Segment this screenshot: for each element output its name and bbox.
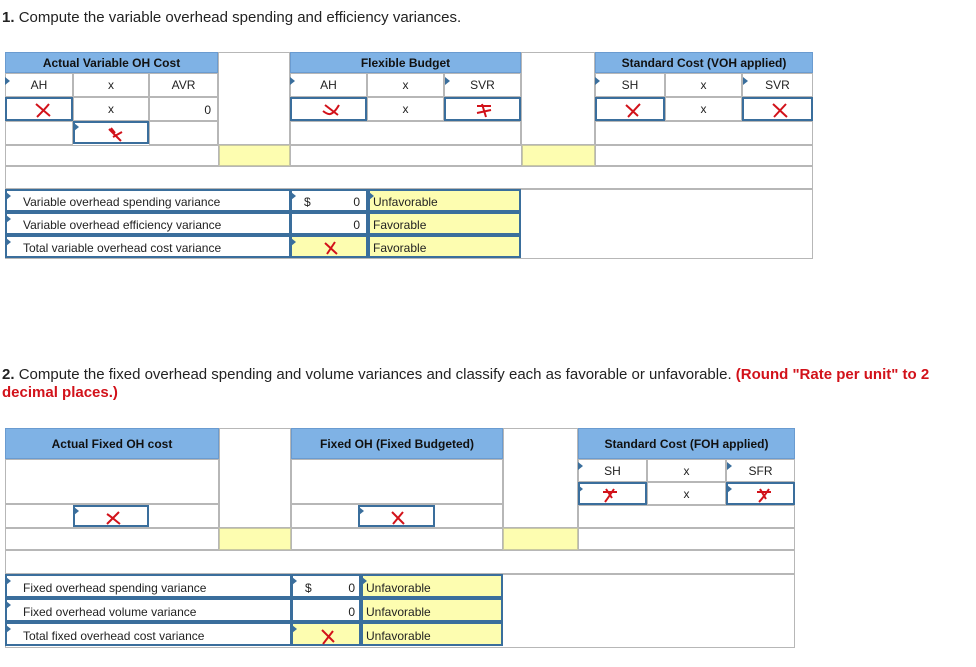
- q2-col3-blank: [578, 505, 795, 528]
- q2-spacer-row: [5, 550, 795, 574]
- q2-std-sfr-label: SFR: [726, 459, 795, 482]
- q2-row2-amount-input[interactable]: [291, 598, 361, 622]
- input-flag-icon: [578, 485, 583, 493]
- q1-spacer-mid: [290, 145, 522, 166]
- q2-row3-status: Unfavorable: [366, 629, 431, 643]
- q1-x-label: x: [73, 73, 149, 97]
- q2-row1-status-select[interactable]: [361, 574, 503, 598]
- q2-row2-label: Fixed overhead volume variance: [23, 605, 197, 619]
- q1-spacer-row: [5, 166, 813, 189]
- q1-row2-label: Variable overhead efficiency variance: [23, 218, 222, 232]
- q1-col3-blank: [595, 121, 813, 145]
- q2-row3-status-select[interactable]: [361, 622, 503, 646]
- input-flag-icon: [359, 507, 364, 515]
- incorrect-mark-icon: [388, 509, 408, 526]
- q1-spacer-left: [5, 145, 219, 166]
- q2-spacer-mid: [291, 528, 503, 550]
- q2-row1-amount: 0: [348, 581, 355, 595]
- q1-flex-x-label: x: [367, 73, 444, 97]
- q2-row1-amount-input[interactable]: [291, 574, 361, 598]
- input-flag-icon: [291, 192, 296, 200]
- input-flag-icon: [74, 507, 79, 515]
- q2-col1-blank: [5, 459, 219, 504]
- q1-row1-label: Variable overhead spending variance: [23, 195, 221, 209]
- input-flag-icon: [6, 192, 11, 200]
- q2-row1-currency: $: [305, 581, 312, 595]
- q2-std-x-label: x: [647, 459, 726, 482]
- incorrect-mark-icon: [319, 627, 337, 645]
- q1-col1-header: Actual Variable OH Cost: [5, 52, 218, 73]
- q2-std-sfr-input[interactable]: [726, 482, 795, 505]
- input-flag-icon: [290, 77, 295, 85]
- q1-std-svr-label: SVR: [742, 73, 813, 97]
- q1-std-x-label: x: [665, 73, 742, 97]
- incorrect-mark-icon: [754, 486, 774, 504]
- q1-flex-x-label-2: x: [367, 97, 444, 121]
- question-2-number: 2.: [2, 366, 15, 383]
- incorrect-mark-icon: [770, 101, 790, 119]
- input-flag-icon: [6, 215, 11, 223]
- q2-row2-amount: 0: [348, 605, 355, 619]
- q1-avr-label: AVR: [149, 73, 218, 97]
- q1-col2-blank: [290, 121, 521, 145]
- incorrect-mark-icon: [105, 125, 125, 143]
- q2-row3-label-select[interactable]: [5, 622, 292, 646]
- q2-spacer-right: [578, 528, 795, 550]
- q1-row1-amount-input[interactable]: [290, 189, 368, 212]
- q1-flex-svr-input[interactable]: [444, 97, 521, 121]
- input-flag-icon: [74, 123, 79, 131]
- question-2-text: [2, 366, 962, 402]
- question-1-body: Compute the variable overhead spending and efficiency variances.: [18, 9, 462, 26]
- incorrect-mark-icon: [320, 101, 342, 119]
- q2-variance-input-1[interactable]: [219, 528, 291, 550]
- q1-col1-blank: [5, 121, 73, 145]
- input-flag-icon: [5, 77, 10, 85]
- q1-row3-amount-input[interactable]: [290, 235, 368, 258]
- question-2-note: (Round "Rate per unit" to 2 decimal places.): [2, 366, 930, 401]
- incorrect-mark-icon: [600, 486, 620, 504]
- q1-flex-ah-input[interactable]: [290, 97, 367, 121]
- q1-col1-blank-2: [149, 121, 218, 145]
- q2-col2-blank: [291, 459, 503, 504]
- input-flag-icon: [595, 77, 600, 85]
- q2-row2-status: Unfavorable: [366, 605, 431, 619]
- q1-row1-currency: $: [304, 195, 311, 209]
- q1-gap-2: [521, 52, 595, 145]
- q2-row3-label: Total fixed overhead cost variance: [23, 629, 205, 643]
- q1-flex-svr-label: SVR: [444, 73, 521, 97]
- q2-row1-label-select[interactable]: [5, 574, 292, 598]
- q1-std-sh-label: SH: [595, 73, 665, 97]
- q2-gap-1: [219, 428, 291, 528]
- q1-spacer-right: [595, 145, 813, 166]
- input-flag-icon: [727, 462, 732, 470]
- q1-row2-label-select[interactable]: [5, 212, 291, 235]
- input-flag-icon: [292, 625, 297, 633]
- q2-std-x-label-2: x: [647, 482, 726, 505]
- q1-std-x-label-2: x: [665, 97, 742, 121]
- incorrect-mark-icon: [103, 509, 123, 526]
- q2-spacer-left: [5, 528, 219, 550]
- q1-avr-value: 0: [149, 97, 218, 121]
- q2-row3-amount-input[interactable]: [291, 622, 361, 646]
- input-flag-icon: [6, 625, 11, 633]
- q1-ah-label: AH: [5, 73, 73, 97]
- q1-row3-label: Total variable overhead cost variance: [23, 241, 222, 255]
- q2-row2-label-select[interactable]: [5, 598, 292, 622]
- q1-row1-amount: 0: [353, 195, 360, 209]
- input-flag-icon: [292, 577, 297, 585]
- question-1-number: 1.: [2, 9, 15, 26]
- q1-gap-1: [218, 52, 290, 145]
- question-1-text: [2, 9, 461, 26]
- input-flag-icon: [362, 577, 367, 585]
- q1-row2-amount: 0: [353, 218, 360, 232]
- q2-actual-fixed-input[interactable]: [73, 505, 149, 527]
- q1-row3-label-select[interactable]: [5, 235, 291, 258]
- input-flag-icon: [6, 601, 11, 609]
- q2-col3-header: Standard Cost (FOH applied): [578, 428, 795, 459]
- input-flag-icon: [6, 238, 11, 246]
- q1-ah-actual-input[interactable]: [5, 97, 73, 121]
- q1-row2-status-select[interactable]: [368, 212, 521, 235]
- question-2-body: Compute the fixed overhead spending and volume variances and classify each as favorable or unfavorable.: [18, 366, 732, 383]
- q2-variance-input-2[interactable]: [503, 528, 578, 550]
- q2-col1-header: Actual Fixed OH cost: [5, 428, 219, 459]
- incorrect-mark-icon: [322, 240, 340, 256]
- q1-row3-status-select[interactable]: [368, 235, 521, 258]
- q1-std-sh-input[interactable]: [595, 97, 665, 121]
- q1-col2-header: Flexible Budget: [290, 52, 521, 73]
- input-flag-icon: [578, 462, 583, 470]
- q2-row1-label: Fixed overhead spending variance: [23, 581, 207, 595]
- q2-row2-status-select[interactable]: [361, 598, 503, 622]
- q2-row1-status: Unfavorable: [366, 581, 431, 595]
- q2-fixed-budget-input[interactable]: [358, 505, 435, 527]
- q1-std-svr-input[interactable]: [742, 97, 813, 121]
- q1-actual-total-input[interactable]: [73, 121, 149, 144]
- q2-col2-header: Fixed OH (Fixed Budgeted): [291, 428, 503, 459]
- input-flag-icon: [369, 192, 374, 200]
- input-flag-icon: [727, 485, 732, 493]
- q2-std-sh-input[interactable]: [578, 482, 647, 505]
- q2-std-sh-label: SH: [578, 459, 647, 482]
- incorrect-mark-icon: [474, 101, 494, 119]
- q1-flex-ah-label: AH: [290, 73, 367, 97]
- input-flag-icon: [445, 77, 450, 85]
- input-flag-icon: [743, 77, 748, 85]
- q1-row1-label-select[interactable]: [5, 189, 291, 212]
- q1-col3-header: Standard Cost (VOH applied): [595, 52, 813, 73]
- input-flag-icon: [6, 577, 11, 585]
- q2-gap-2: [503, 428, 578, 528]
- q1-row1-status: Unfavorable: [373, 195, 438, 209]
- incorrect-mark-icon: [33, 101, 53, 119]
- q1-row1-status-select[interactable]: [368, 189, 521, 212]
- q1-row2-amount-input[interactable]: [290, 212, 368, 235]
- incorrect-mark-icon: [623, 101, 643, 119]
- q1-variance-input-1[interactable]: [219, 145, 290, 166]
- q1-variance-input-2[interactable]: [522, 145, 595, 166]
- q1-x-label-2: x: [73, 97, 149, 121]
- q1-row2-status: Favorable: [373, 218, 427, 232]
- q1-row3-status: Favorable: [373, 241, 427, 255]
- input-flag-icon: [291, 238, 296, 246]
